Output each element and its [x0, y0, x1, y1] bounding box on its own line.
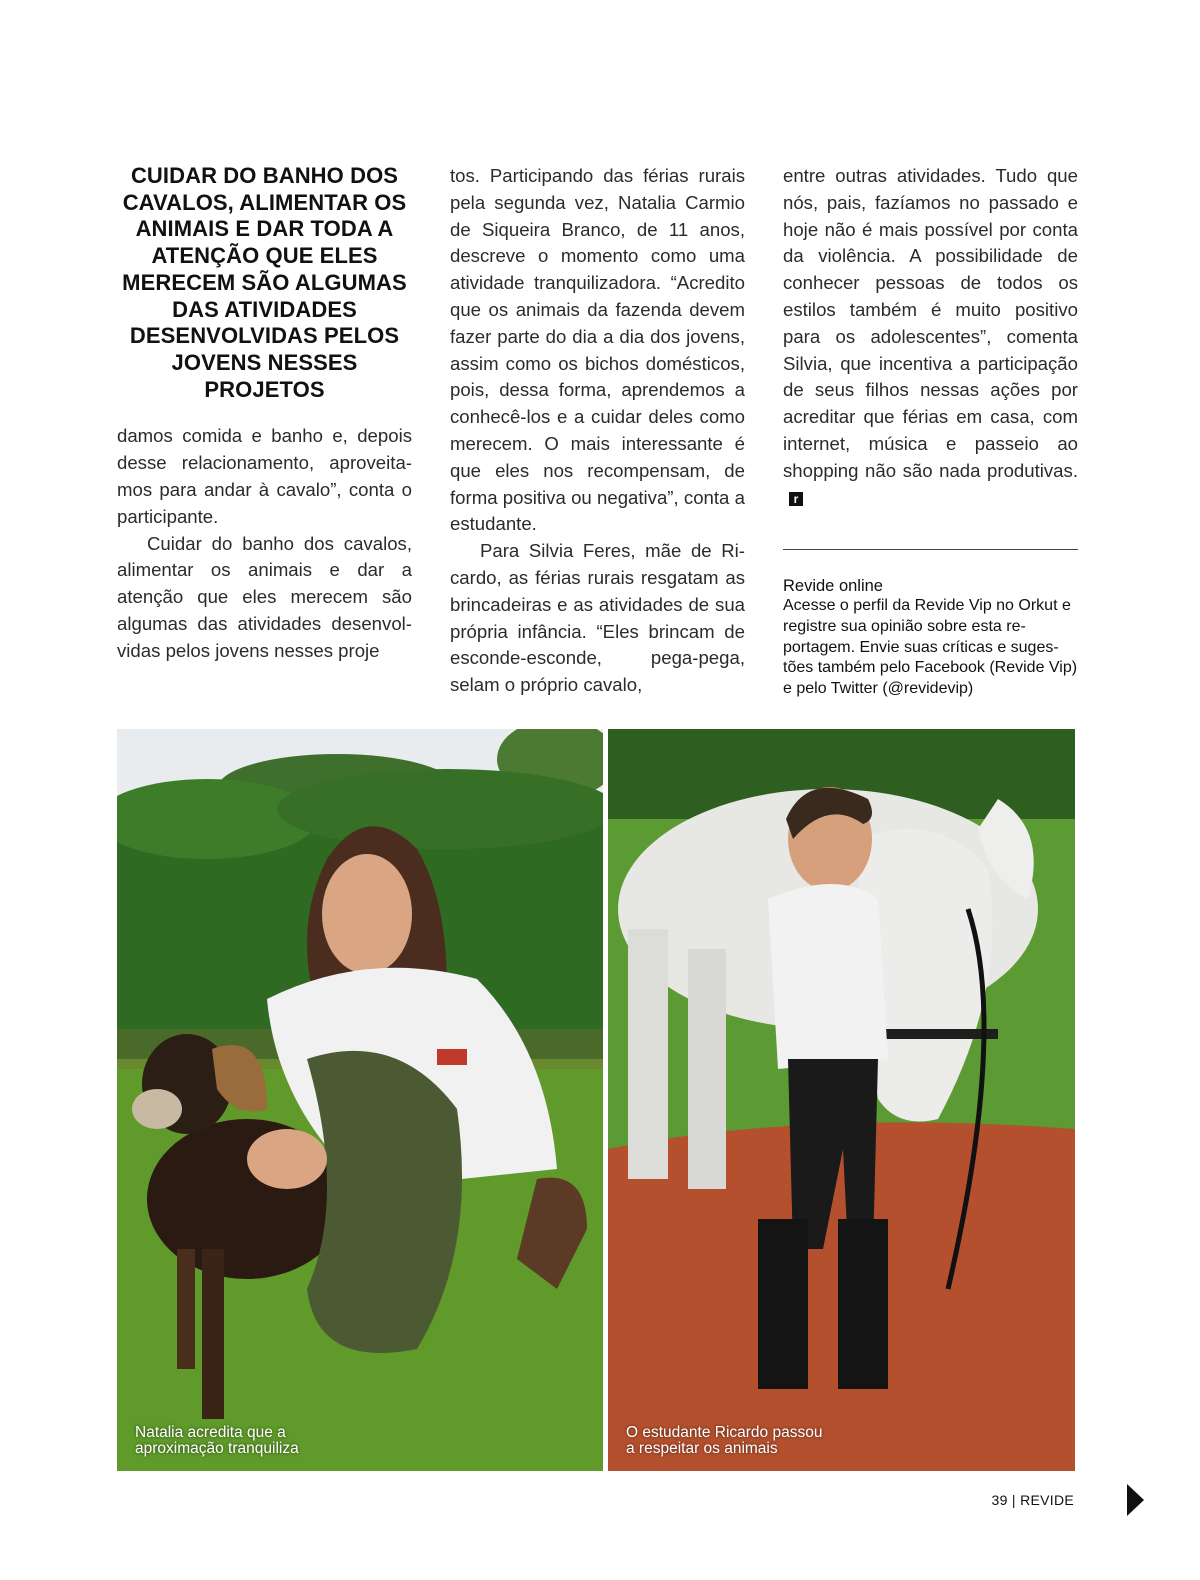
- photo-girl-with-goat: [117, 729, 603, 1471]
- photo-caption-left: Natalia acredita que a aproximação tranquiliza: [135, 1424, 299, 1457]
- page-folio: [992, 1492, 1074, 1508]
- article-paragraph: Para Silvia Feres, mãe de Ricardo, as férias rurais resgatam as brincadeiras e as atividades de sua própria infância. “Eles brincam de esconde-esconde, pega-pega, selam o próprio cavalo,: [450, 540, 745, 696]
- article-column-1: [117, 163, 412, 665]
- next-page-arrow-icon[interactable]: [1127, 1484, 1144, 1516]
- article-paragraph: tos. Participando das férias rurais pela segunda vez, Natalia Carmio de Siqueira Branco, de 11 anos, descreve o momento como uma atividade tranquilizadora. “Acredito que os animais da fazenda devem fazer parte do dia a dia dos jovens, assim como os bichos domésticos, pois, dessa forma, aprendemos a conhecê-los e a cuidar deles como merecem. O mais interessante é que eles nos recompensam, de forma positiva ou negativa”, conta a estudante.: [450, 165, 745, 535]
- sidebar-title: Revide online: [783, 577, 883, 596]
- page-number: 39: [991, 1492, 1008, 1508]
- photo-caption-right: O estudante Ricardo passou a respeitar os animais: [626, 1424, 823, 1457]
- photo-boy-with-horse: [608, 729, 1075, 1471]
- article-paragraph: damos comida e banho e, depois desse relacionamento, aproveitamos para andar à cavalo”, conta o participante.: [117, 425, 412, 527]
- photo-boy-with-horse-image: [608, 729, 1075, 1471]
- article-column-2: [450, 163, 745, 699]
- end-of-article-mark: r: [789, 492, 803, 506]
- folio-separator: |: [1011, 1492, 1016, 1508]
- article-paragraph-text: entre outras atividades. Tudo que nós, pais, fazíamos no passado e hoje não é mais possível por conta da violência. A possibilidade de conhecer pessoas de todos os estilos também é muito positivo para os adolescentes”, comenta Silvia, que incentiva a participação de seus filhos nessas ações por acreditar que férias em casa, com internet, música e passeio ao shopping não são nada produtivas.: [783, 165, 1078, 481]
- article-column-3: [783, 163, 1078, 699]
- article-paragraph: Cuidar do banho dos cavalos, alimentar os animais e dar a atenção que eles merecem são algumas das atividades desenvolvidas pelos jovens nesses proje: [117, 532, 412, 661]
- magazine-name: REVIDE: [1020, 1492, 1074, 1508]
- photo-girl-with-goat-image: [117, 729, 603, 1471]
- sidebar-body: Acesse o perfil da Revide Vip no Orkut e registre sua opinião sobre esta reportagem. Envie suas críticas e sugestões também pelo Facebook (Revide Vip) e pelo Twitter (@revidevip): [783, 597, 1078, 697]
- sidebar-divider: [783, 549, 1078, 550]
- article-paragraph: [783, 163, 1078, 511]
- pull-quote: CUIDAR DO BANHO DOS CAVALOS, ALIMENTAR OS ANIMAIS E DAR TODA A ATENÇÃO QUE ELES MERECEM SÃO ALGUMAS DAS ATIVIDADES DESENVOLVIDAS PELOS JOVENS NESSES PROJETOS: [122, 163, 407, 402]
